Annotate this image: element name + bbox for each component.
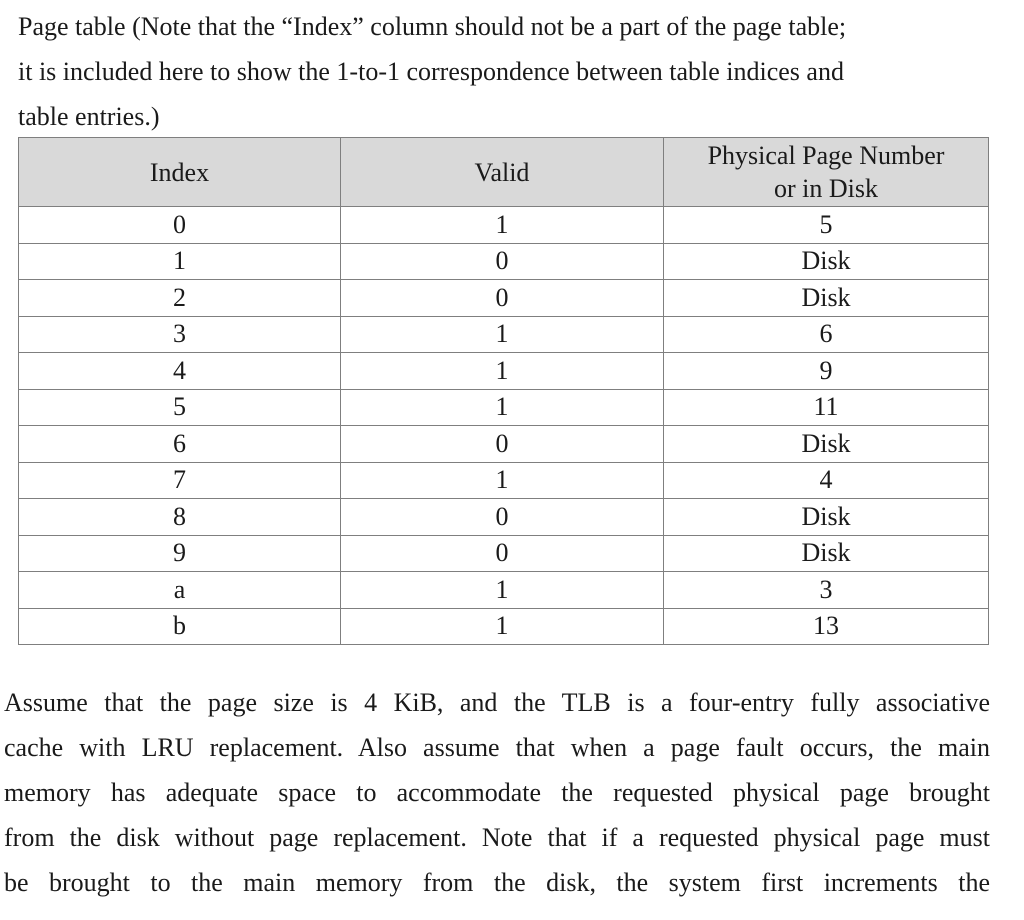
cell-valid: 1 <box>341 572 664 609</box>
cell-physical-page: 13 <box>664 608 989 645</box>
cell-index: 7 <box>19 462 341 499</box>
paragraph-line: from the disk without page replacement. Note that if a requested physical page must <box>4 823 990 852</box>
header-valid: Valid <box>341 138 664 207</box>
table-row <box>19 608 989 645</box>
table-row <box>19 353 989 390</box>
cell-index: 2 <box>19 280 341 317</box>
cell-valid: 0 <box>341 499 664 536</box>
cell-physical-page: Disk <box>664 280 989 317</box>
intro-line: Page table (Note that the “Index” column should not be a part of the page table; <box>18 12 847 41</box>
header-index: Index <box>19 138 341 207</box>
table-row <box>19 389 989 426</box>
cell-physical-page: 6 <box>664 316 989 353</box>
cell-index: 3 <box>19 316 341 353</box>
cell-index: 8 <box>19 499 341 536</box>
header-physical-page-line1: Physical Page Number <box>707 141 945 170</box>
table-row <box>19 462 989 499</box>
paragraph-line: cache with LRU replacement. Also assume that when a page fault occurs, the main <box>4 733 990 762</box>
cell-valid: 1 <box>341 316 664 353</box>
cell-physical-page: Disk <box>664 426 989 463</box>
table-row <box>19 499 989 536</box>
cell-index: b <box>19 608 341 645</box>
cell-index: 1 <box>19 243 341 280</box>
cell-valid: 1 <box>341 608 664 645</box>
cell-valid: 0 <box>341 280 664 317</box>
cell-valid: 0 <box>341 426 664 463</box>
cell-valid: 0 <box>341 243 664 280</box>
cell-valid: 1 <box>341 389 664 426</box>
table-row <box>19 243 989 280</box>
cell-index: 9 <box>19 535 341 572</box>
cell-physical-page: 4 <box>664 462 989 499</box>
cell-physical-page: 3 <box>664 572 989 609</box>
cell-valid: 1 <box>341 353 664 390</box>
cell-valid: 1 <box>341 207 664 244</box>
cell-valid: 0 <box>341 535 664 572</box>
paragraph-line: be brought to the main memory from the disk, the system first increments the <box>4 868 990 897</box>
table-row <box>19 535 989 572</box>
cell-physical-page: Disk <box>664 499 989 536</box>
cell-physical-page: 11 <box>664 389 989 426</box>
cell-physical-page: Disk <box>664 243 989 280</box>
table-row <box>19 207 989 244</box>
cell-physical-page: 9 <box>664 353 989 390</box>
table-row <box>19 572 989 609</box>
intro-line: it is included here to show the 1-to-1 correspondence between table indices and <box>18 57 844 86</box>
intro-text <box>18 4 1008 139</box>
intro-line: table entries.) <box>18 102 160 131</box>
cell-physical-page: Disk <box>664 535 989 572</box>
header-physical-page-line2: or in Disk <box>774 174 878 203</box>
cell-index: a <box>19 572 341 609</box>
table-body <box>19 207 989 645</box>
page-table <box>18 137 989 645</box>
cell-index: 5 <box>19 389 341 426</box>
cell-index: 0 <box>19 207 341 244</box>
cell-physical-page: 5 <box>664 207 989 244</box>
table-row <box>19 426 989 463</box>
table-row <box>19 316 989 353</box>
cell-index: 4 <box>19 353 341 390</box>
header-physical-page <box>664 138 989 207</box>
paragraph-line: memory has adequate space to accommodate the requested physical page brought <box>4 778 990 807</box>
cell-valid: 1 <box>341 462 664 499</box>
paragraph-line: Assume that the page size is 4 KiB, and the TLB is a four-entry fully associative <box>4 688 990 717</box>
table-row <box>19 280 989 317</box>
body-paragraph <box>4 680 990 905</box>
cell-index: 6 <box>19 426 341 463</box>
table-header-row <box>19 138 989 207</box>
